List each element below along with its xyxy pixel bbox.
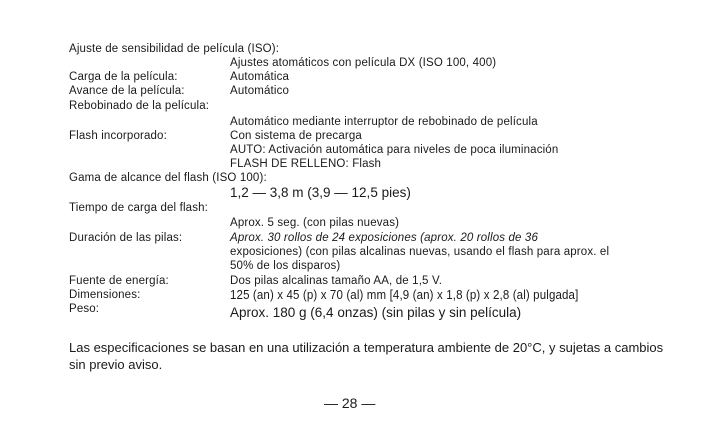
flash-value-1: Con sistema de precarga	[230, 130, 362, 142]
battery-value-2: exposiciones) (con pilas alcalinas nuevas, usando el flash para aprox. el	[230, 246, 610, 258]
dimensions-label: Dimensiones:	[69, 289, 141, 301]
iso-label: Ajuste de sensibilidad de película (ISO):	[69, 43, 280, 55]
power-value: Dos pilas alcalinas tamaño AA, de 1,5 V.	[230, 275, 443, 287]
battery-label: Duración de las pilas:	[69, 232, 183, 244]
rewind-label: Rebobinado de la película:	[69, 100, 210, 112]
advance-label: Avance de la película:	[69, 85, 185, 97]
specifications-note: Las especificaciones se basan en una utilización a temperatura ambiente de 20°C, y sujetas a cambios sin previo aviso.	[69, 340, 664, 372]
iso-value: Ajustes atomáticos con película DX (ISO 100, 400)	[230, 57, 497, 69]
range-value: 1,2 — 3,8 m (3,9 — 12,5 pies)	[230, 185, 411, 200]
loading-label: Carga de la película:	[69, 71, 178, 83]
rewind-value: Automático mediante interruptor de rebobinado de película	[230, 116, 538, 128]
flash-value-2: AUTO: Activación automática para niveles de poca iluminación	[230, 144, 559, 156]
page-number: — 28 —	[324, 395, 376, 411]
power-label: Fuente de energía:	[69, 275, 169, 287]
dimensions-value: 125 (an) x 45 (p) x 70 (al) mm [4,9 (an) x 1,8 (p) x 2,8 (al) pulgada]	[230, 288, 579, 302]
flash-label: Flash incorporado:	[69, 130, 167, 142]
battery-value-1: Aprox. 30 rollos de 24 exposiciones (aprox. 20 rollos de 36	[230, 232, 539, 244]
weight-value: Aprox. 180 g (6,4 onzas) (sin pilas y sin película)	[230, 305, 522, 320]
recycle-value: Aprox. 5 seg. (con pilas nuevas)	[230, 217, 400, 229]
loading-value: Automática	[230, 71, 290, 83]
weight-label: Peso:	[69, 303, 100, 315]
recycle-label: Tiempo de carga del flash:	[69, 202, 208, 214]
battery-value-3: 50% de los disparos)	[230, 260, 341, 272]
flash-value-3: FLASH DE RELLENO: Flash	[230, 158, 382, 170]
advance-value: Automático	[230, 85, 290, 97]
range-label: Gama de alcance del flash (ISO 100):	[69, 172, 267, 184]
